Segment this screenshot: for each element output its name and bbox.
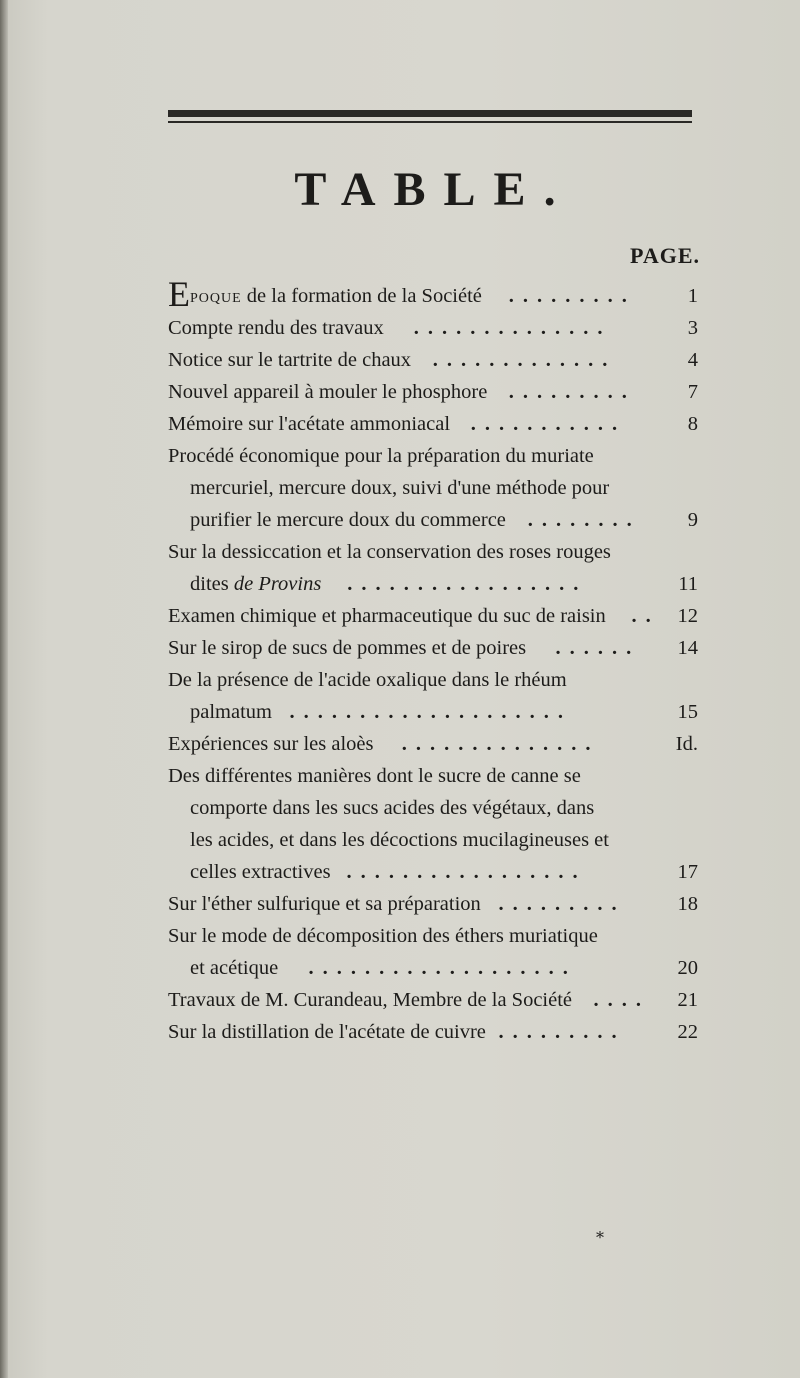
leader-dots: .............. [401,733,600,755]
toc-entry-text: Expériences sur les aloès [168,733,374,755]
toc-line [168,920,698,952]
toc-entry-text: Notice sur le tartrite de chaux [168,349,412,371]
toc-line [168,536,698,568]
toc-entry [168,344,698,376]
table-of-contents [168,274,698,1048]
toc-page-number: 18 [677,893,698,915]
toc-line [168,792,698,824]
toc-entry [168,728,698,760]
toc-line [168,1016,698,1048]
toc-entry-text: comporte dans les sucs acides des végétaux, dans [190,797,595,819]
toc-entry-text: Examen chimique et pharmaceutique du suc de raisin [168,605,606,627]
toc-page-number: 4 [687,349,698,371]
toc-entry-text: palmatum [190,701,272,723]
toc-entry-text: De la présence de l'acide oxalique dans le rhéum [168,669,567,691]
toc-entry [168,312,698,344]
toc-page-number: 21 [677,989,698,1011]
toc-line [168,856,698,888]
toc-entry [168,664,698,728]
toc-entry [168,632,698,664]
leader-dots: .................... [289,701,572,723]
toc-entry-text: et acétique [190,957,279,979]
leader-dots: ........ [527,509,641,531]
toc-entry-text: celles extractives [190,861,331,883]
toc-line [168,728,698,760]
leader-dots: ................. [347,573,588,595]
leader-dots: ......... [498,1021,626,1043]
toc-page-number: 3 [687,317,698,339]
toc-entry-text: Compte rendu des travaux [168,317,384,339]
toc-line [168,504,698,536]
toc-entry-text: mercuriel, mercure doux, suivi d'une méthode pour [190,477,610,499]
toc-page-number: 9 [687,509,698,531]
toc-page-number: 12 [677,605,698,627]
header-rule-thin [168,121,692,123]
toc-entry-text: Sur le sirop de sucs de pommes et de poires [168,637,527,659]
toc-line [168,696,698,728]
toc-page-number: 15 [677,701,698,723]
toc-entry-text: Des différentes manières dont le sucre de canne se [168,765,581,787]
toc-line [168,376,698,408]
leader-dots: ......... [508,381,636,403]
leader-dots: .. [631,605,660,627]
toc-entry-text: Sur la distillation de l'acétate de cuivre [168,1021,486,1043]
signature-mark: * [596,1228,604,1247]
leader-dots: ........... [470,413,627,435]
page-column-header: PAGE. [630,243,700,268]
toc-page-number: 8 [687,413,698,435]
toc-entry [168,274,698,314]
toc-entry-text: Sur la dessiccation et la conservation des roses rouges [168,541,611,563]
leader-dots: ......... [508,285,636,307]
toc-entry-text: Nouvel appareil à mouler le phosphore [168,381,488,403]
toc-line [168,274,698,314]
toc-entry-text: dites de Provins [190,573,322,595]
toc-line [168,472,698,504]
toc-page-number: 14 [677,637,698,659]
toc-entry-text: Procédé économique pour la préparation du muriate [168,445,594,467]
toc-line [168,440,698,472]
toc-entry-text: les acides, et dans les décoctions mucilagineuses et [190,829,609,851]
toc-line [168,600,698,632]
toc-line [168,952,698,984]
toc-page-number: 22 [677,1021,698,1043]
leader-dots: .............. [413,317,612,339]
leader-dots: ................. [346,861,587,883]
toc-line [168,312,698,344]
toc-line [168,824,698,856]
page-title: TABLE. [294,163,574,216]
toc-page-number: 17 [677,861,698,883]
toc-line [168,664,698,696]
leader-dots: ............. [432,349,617,371]
toc-line [168,984,698,1016]
toc-page-number: Id. [675,733,698,755]
toc-entry-text: purifier le mercure doux du commerce [190,509,506,531]
toc-entry-text: Travaux de M. Curandeau, Membre de la Société [168,989,573,1011]
toc-line [168,344,698,376]
leader-dots: ................... [308,957,577,979]
toc-entry [168,920,698,984]
toc-page-number: 1 [687,285,698,307]
toc-entry-text: Sur l'éther sulfurique et sa préparation [168,893,481,915]
toc-line [168,632,698,664]
toc-entry [168,760,698,888]
toc-line [168,408,698,440]
toc-entry [168,536,698,600]
toc-entry [168,408,698,440]
toc-entry [168,888,698,920]
toc-entry [168,376,698,408]
toc-entry [168,600,698,632]
leader-dots: ...... [555,637,641,659]
toc-line [168,888,698,920]
toc-line [168,568,698,600]
header-rule-thick [168,110,692,117]
toc-entry-text: Mémoire sur l'acétate ammoniacal [168,413,451,435]
toc-entry-text: EPOQUE de la formation de la Société [168,274,482,314]
toc-entry [168,440,698,536]
toc-page-number: 11 [678,573,698,595]
toc-entry-text: Sur le mode de décomposition des éthers muriatique [168,925,598,947]
toc-line [168,760,698,792]
toc-page-number: 20 [677,957,698,979]
toc-page-number: 7 [687,381,698,403]
toc-entry [168,984,698,1016]
leader-dots: .... [593,989,650,1011]
leader-dots: ......... [498,893,626,915]
toc-entry [168,1016,698,1048]
